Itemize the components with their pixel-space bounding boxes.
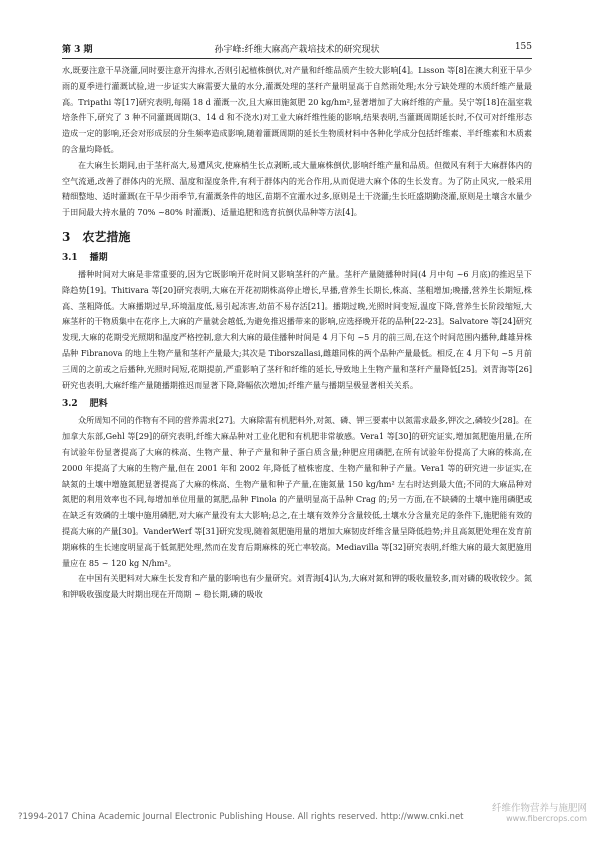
- subsection-number: 3.2: [62, 399, 78, 410]
- paragraph-fertilizer: 众所周知不同的作物有不同的营养需求[27]。大麻除需有机肥料外,对氮、磷、钾三要素中以氮需求最多,钾次之,磷较少[28]。在加拿大东部,Gehl 等[29]的研究表明,纤维大麻品种对工业化肥和有机肥非常敏感。Vera1 等[30]的研究证实,增加氮肥施用量,在所有试验年份显著提高了大麻的株高、生物产量、种子产量和种子蛋白质含量;种肥应用磷肥,在所有试验年份提高了大麻的株高,在 2000 年提高了大麻的生物产量,但在 2001 年和 2002 年,降低了植株密度、生物产量和种子产量。Vera1 等的研究进一步证实,在缺氮的土壤中增施氮肥显著提高了大麻的株高、生物产量和种子产量,在施氮量 150 kg/hm² 左右时达到最大值;不同的大麻品种对氮肥的利用效率也不同,每增加单位用量的氮肥,品种 Finola 的产量明显高于品种 Crag 的;另一方面,在不缺磷的土壤中施用磷肥或在缺乏有效磷的土壤中施用磷肥,对大麻产量没有太大影响;总之,在土壤有效养分含量较低,土壤水分含量充足的条件下,施肥能有效的提高大麻的产量[30]。VanderWerf 等[31]研究发现,随着氮肥施用量的增加大麻韧皮纤维含量呈降低趋势;并且高氮肥处理在发育前期麻株的生长速度明显高于低氮肥处理,然而在发育后期麻株的死亡率较高。Mediavilla 等[32]研究表明,纤维大麻的最大氮肥施用量应在 85 ~ 120 kg N/hm²。: [62, 415, 532, 568]
- header-rule: [62, 58, 532, 59]
- page-number: 155: [514, 42, 532, 52]
- section-title: 农艺措施: [82, 229, 131, 244]
- watermark-url: www.fibercrops.com: [506, 814, 587, 823]
- subsection-number: 3.1: [62, 252, 78, 263]
- running-title: 孙宇峰:纤维大麻高产栽培技术的研究现状: [214, 45, 380, 55]
- paragraph-sowing-date: 播种时间对大麻是非常重要的,因为它既影响开花时间又影响茎秆的产量。茎秆产量随播种时间(4 月中旬 ~6 月底)的推迟呈下降趋势[19]。Thitivara 等[20]研究表明,大麻在开花初期株高停止增长,早播,营养生长期长,株高、茎粗增加;晚播,营养生长期短,株高、茎粗降低。大麻播期过早,环境温度低,易引起冻害,幼苗不易存活[21]。播期过晚,光照时间变短,温度下降,营养生长阶段缩短,大麻茎秆的干物质集中在花序上,大麻的产量就会越低,为避免推迟播带来的影响,应选择晚开花的品种[22-23]。Salvatore 等[24]研究发现,大麻的花期受光照期和温度严格控制,意大利大麻的最佳播种时间是 4 月下旬 ~5 月的前三周,在这个时间范围内播种,雌雄异株品种 Fibranova 的地上生物产量和茎秆产量最大;其次是 Tiborszallasi,雌雄同株的两个品种产量最低。相反,在 4 月下旬 ~5 月前三周的之前或之后播种,光照时间短,花期提前,严重影响了茎秆和纤维的延长,导致地上生物产量和茎秆产量降低[25]。刘青海等[26]研究也表明,大麻纤维产量随播期推迟而显著下降,降幅依次增加;纤维产量与播期呈极显著相关关系。: [62, 268, 532, 390]
- article-body: [62, 63, 532, 603]
- section-number: 3: [62, 229, 71, 244]
- issue-number: 第 3 期: [62, 45, 93, 55]
- paragraph-wind-damage: 在大麻生长期间,由于茎秆高大,易遭风灾,使麻梢生长点剥断,或大量麻株倒伏,影响纤维产量和品质。但微风有利于大麻群体内的空气流通,改善了群体内的光照、温度和湿度条件,有利于群体内的光合作用,从而促进大麻个体的生长发育。为了防止风灾,一般采用精细整地、适时灌溉(在干旱少雨季节,有灌溉条件的地区,苗期不宜灌水过多,原则是土干浇灌;生长旺盛期勤浇灌,原则是土壤含水量少于田间最大持水量的 70% ~80% 时灌溉)、适量追肥和选育抗倒伏品种等方法[4]。: [62, 159, 532, 218]
- site-watermark: [437, 804, 587, 824]
- subsection-heading-fertilizer: [62, 397, 532, 411]
- watermark-site-name: 纤维作物营养与施肥网: [491, 803, 587, 814]
- subsection-title: 肥料: [89, 399, 108, 410]
- paragraph-fertilizer-china: 在中国有关肥料对大麻生长发育和产量的影响也有少量研究。刘青海[4]认为,大麻对氮和钾的吸收量较多,而对磷的吸收较少。氮和钾吸收强度最大时期出现在开筒期 ~ 稳长期,磷的吸收: [62, 573, 532, 600]
- section-heading-agronomic-measures: [62, 229, 532, 245]
- subsection-heading-sowing-date: [62, 251, 532, 265]
- paragraph-irrigation: 水,既要注意干旱浇灌,同时要注意开沟排水,否则引起植株倒伏,对产量和纤维品质产生较大影响[4]。Lisson 等[8]在澳大利亚干旱少雨的夏季进行灌溉试验,进一步证实大麻需要大量的水分,灌溉处理的茎秆产量明显高于自然雨处理;水分亏缺处理的木质纤维产量最高。Tripathi 等[17]研究表明,每隔 18 d 灌溉一次,且大麻田施氮肥 20 kg/hm²,显著增加了大麻纤维的产量。吴宁等[18]在温室栽培条件下,研究了 3 种不同灌溉周期(3、14 d 和不浇水)对工业大麻纤维性能的影响,结果表明,当灌溉周期延长时,不仅可对纤维形态造成一定的影响,还会对形成层的分生频率造成影响,随着灌溉周期的延长生物质材料中各种化学成分包括纤维素、半纤维素和木质素的含量均降低。: [62, 65, 532, 154]
- subsection-title: 播期: [89, 252, 108, 263]
- running-header: [62, 40, 532, 56]
- copyright-footer: ?1994-2017 China Academic Journal Electronic Publishing House. All rights reserved. http://www.cnki.net: [18, 812, 464, 822]
